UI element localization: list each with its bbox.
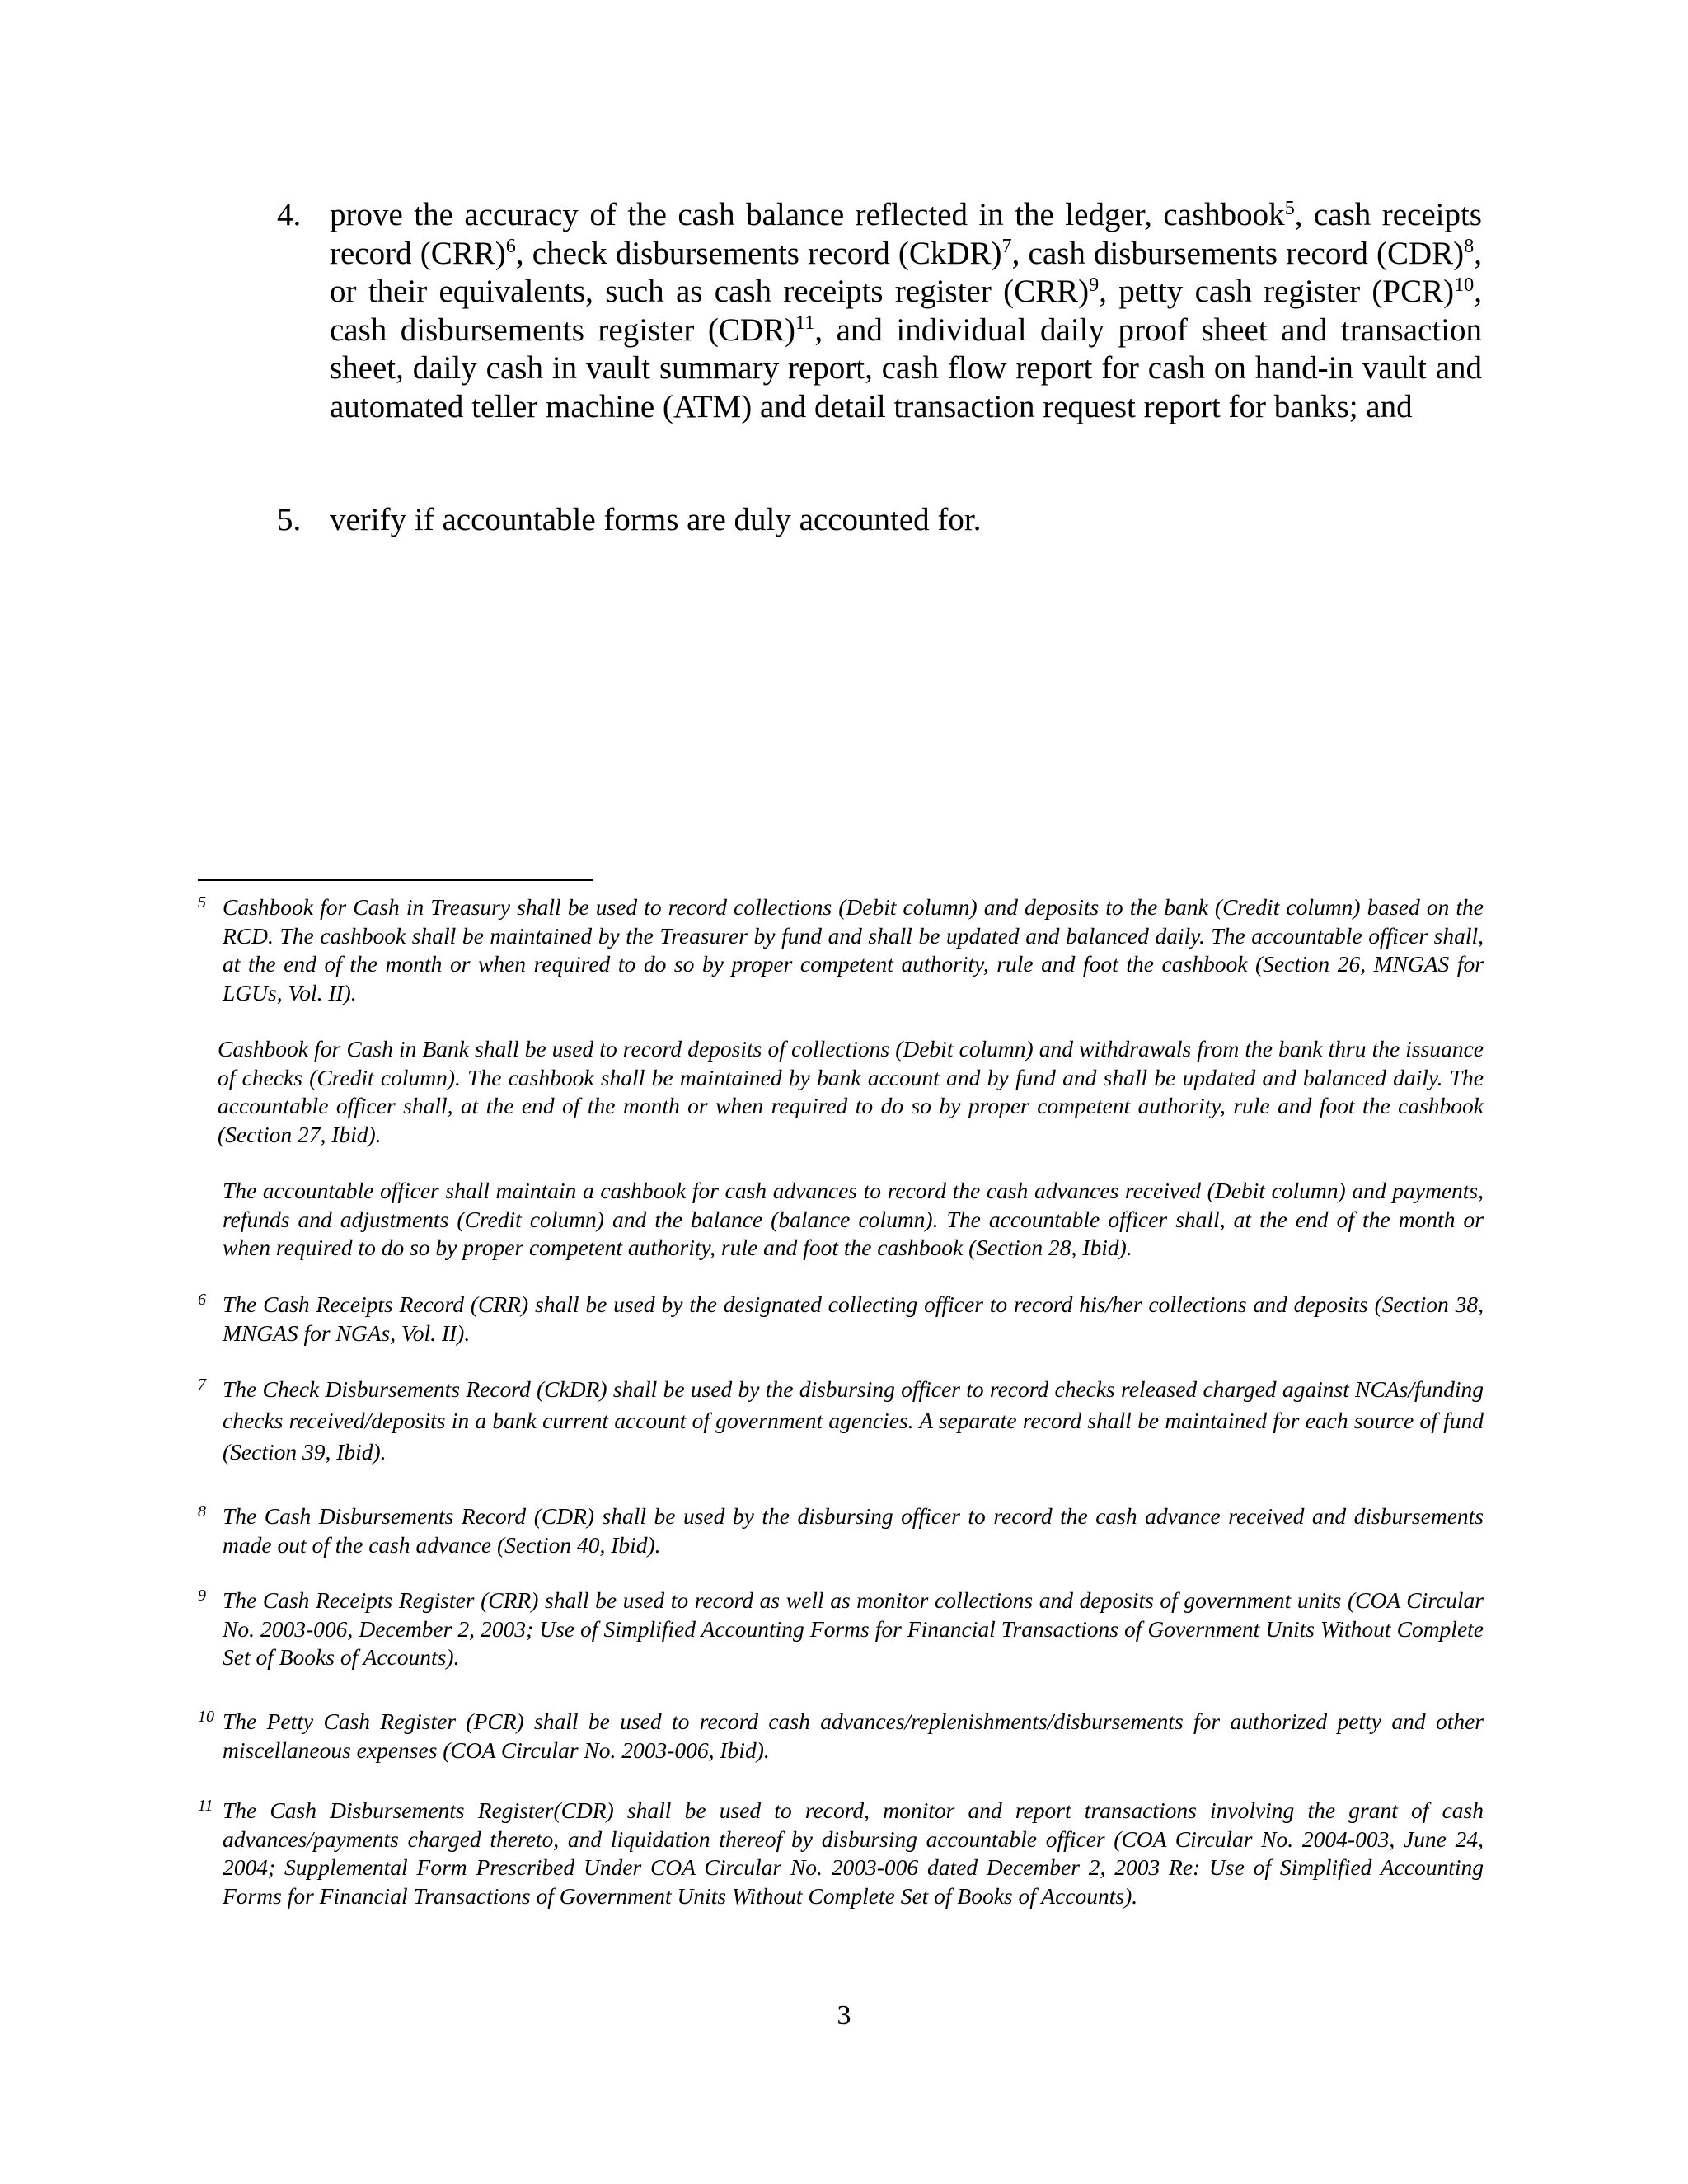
footnote-separator: [198, 879, 593, 881]
footnote-marker: 9: [198, 1586, 206, 1605]
page-number: 3: [837, 2000, 851, 2031]
footnote-text: The Cash Disbursements Record (CDR) shall be used by the disbursing officer to record the cash advance received and disbursements made out of the cash advance (Section 40, Ibid).: [223, 1503, 1484, 1558]
footnote-marker: 6: [198, 1291, 206, 1309]
footnote-marker: 5: [198, 893, 206, 912]
footnote-ref-10: 10: [1454, 273, 1475, 296]
footnote-6: [198, 1291, 1484, 1347]
footnote-5: [198, 893, 1484, 1007]
list-item-number: 5.: [277, 502, 302, 537]
footnote-text: Cashbook for Cash in Treasury shall be used to record collections (Debit column) and deposits to the bank (Credit column) based on the RCD. The cashbook shall be maintained by the Treasurer by fund and shall be updated and balanced daily. The accountable officer shall, at the end of the month or when required to do so by proper competent authority, rule and foot the cashbook (Section 26, MNGAS for LGUs, Vol. II).: [223, 894, 1484, 1005]
list-item-4: [277, 196, 1482, 426]
footnote-marker: 8: [198, 1502, 206, 1521]
footnote-text: Cashbook for Cash in Bank shall be used to record deposits of collections (Debit column) and withdrawals from the bank thru the issuance of checks (Credit column). The cashbook shall be maintained by bank account and by fund and shall be updated and balanced daily. The accountable officer shall, at the end of the month or when required to do so by proper competent authority, rule and foot the cashbook (Section 27, Ibid).: [218, 1036, 1484, 1147]
footnote-9: [198, 1586, 1484, 1672]
footnote-text: The Cash Disbursements Register(CDR) shall be used to record, monitor and report transactions involving the grant of cash advances/payments charged thereto, and liquidation thereof by disbursing accountable officer (COA Circular No. 2004-003, June 24, 2004; Supplemental Form Prescribed Under COA Circular No. 2003-006 dated December 2, 2003 Re: Use of Simplified Accounting Forms for Financial Transactions of Government Units Without Complete Set of Books of Accounts).: [223, 1797, 1484, 1909]
footnote-text: The accountable officer shall maintain a cashbook for cash advances to record the cash advances received (Debit column) and payments, refunds and adjustments (Credit column) and the balance (balance column). The accountable officer shall, at the end of the month or when required to do so by proper competent authority, rule and foot the cashbook (Section 28, Ibid).: [223, 1178, 1484, 1260]
list-item-text: prove the accuracy of the cash balance reflected in the ledger, cashbook$^5$, cash receipts record (CRR)$^6$, check disbursements record (CkDR)$^7$, cash disbursements record (CDR)$^8$, or their equivalents, such as cash receipts register (CRR)$^9$, petty cash register (PCR)$^{10}$, cash disbursements register (CDR)$^{11}$, and individual daily proof sheet and transaction sheet, daily cash in vault summary report, cash flow report for cash on hand-in vault and automated teller machine (ATM) and detail transaction request report for banks; and: [330, 196, 1483, 424]
footnote-ref-11: 11: [795, 312, 815, 335]
footnote-text: The Cash Receipts Record (CRR) shall be used by the designated collecting officer to record his/her collections and deposits (Section 38, MNGAS for NGAs, Vol. II).: [223, 1291, 1484, 1346]
footnote-7: [198, 1374, 1484, 1468]
list-item-text: verify if accountable forms are duly accounted for.: [330, 502, 982, 537]
footnote-text: The Cash Receipts Register (CRR) shall be used to record as well as monitor collections and deposits of government units (COA Circular No. 2003-006, December 2, 2003; Use of Simplified Accounting Forms for Financial Transactions of Government Units Without Complete Set of Books of Accounts).: [223, 1587, 1484, 1670]
footnote-5-paragraph-2: [198, 1035, 1484, 1149]
footnote-text: The Check Disbursements Record (CkDR) shall be used by the disbursing officer to record checks released charged against NCAs/funding checks received/deposits in a bank current account of government agencies. A separate record shall be maintained for each source of fund (Section 39, Ibid).: [223, 1376, 1484, 1465]
footnote-ref-5: 5: [1284, 196, 1295, 219]
footnote-10: [198, 1708, 1484, 1765]
footnote-ref-9: 9: [1089, 273, 1100, 296]
list-item-5: [277, 501, 1482, 540]
footnote-marker: 11: [198, 1797, 213, 1815]
footnote-8: [198, 1502, 1484, 1559]
footnote-text: The Petty Cash Register (PCR) shall be used to record cash advances/replenishments/disbursements for authorized petty and other miscellaneous expenses (COA Circular No. 2003-006, Ibid).: [223, 1708, 1484, 1763]
footnote-ref-7: 7: [1001, 235, 1012, 258]
footnote-ref-8: 8: [1464, 235, 1475, 258]
footnote-11: [198, 1797, 1484, 1910]
footnote-ref-6: 6: [505, 235, 516, 258]
list-item-number: 4.: [277, 197, 302, 232]
footnote-5-paragraph-3: [198, 1177, 1484, 1263]
footnote-marker: 7: [198, 1376, 206, 1394]
footnote-marker: 10: [198, 1708, 214, 1726]
